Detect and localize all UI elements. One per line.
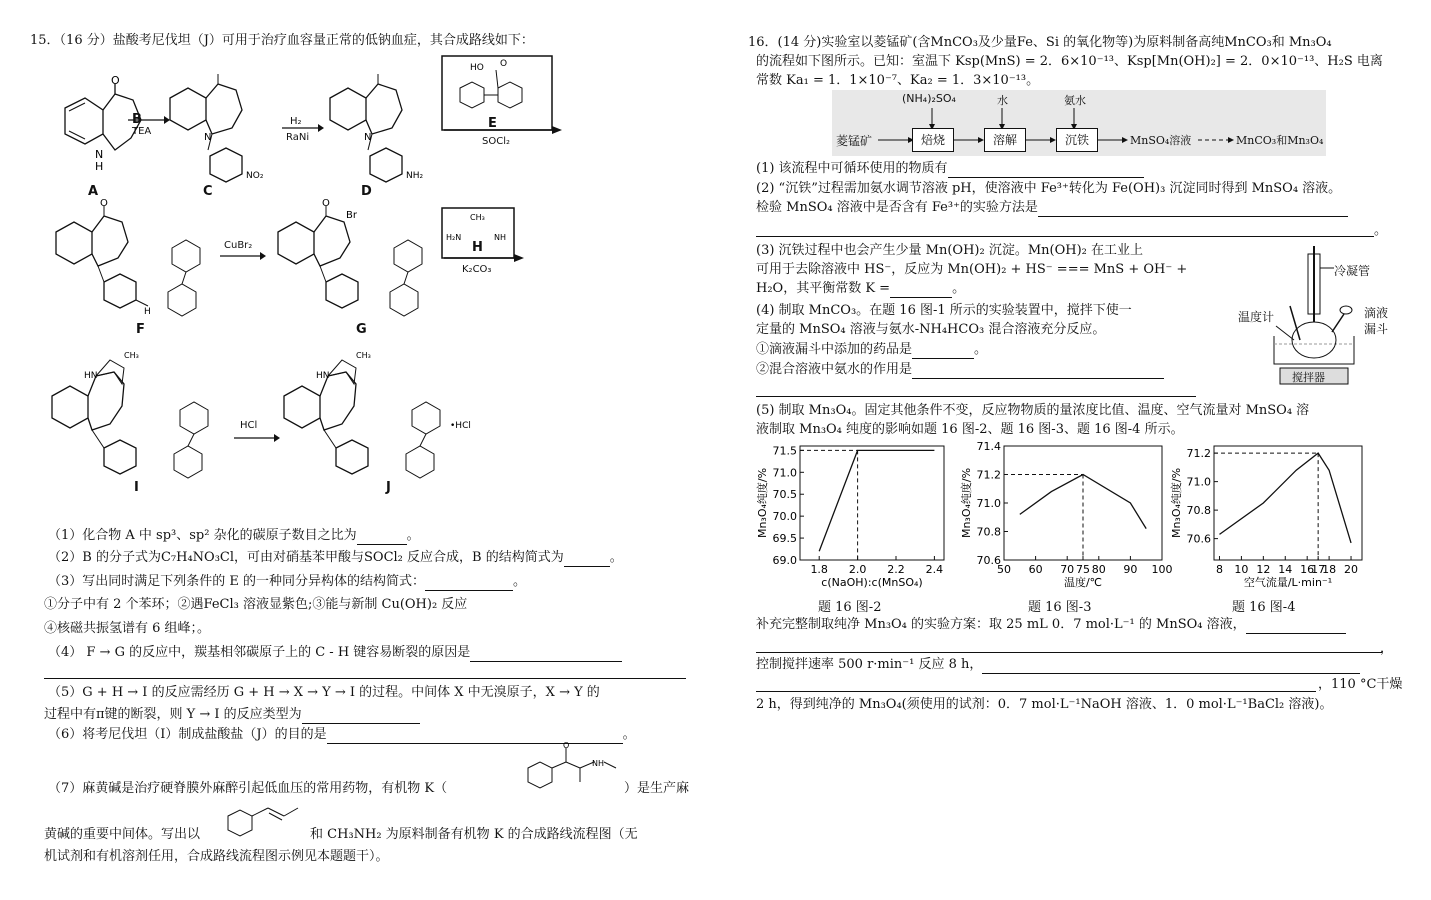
- svg-text:H: H: [144, 307, 151, 317]
- y-tick-label: 71.2: [1186, 447, 1211, 461]
- reagent-tea: TEA: [132, 126, 152, 137]
- reagent-socl2: SOCl₂: [482, 136, 510, 147]
- svg-text:CH₃: CH₃: [356, 351, 371, 360]
- answer-blank-15-1[interactable]: [357, 530, 407, 545]
- y-tick-label: 70.8: [1186, 504, 1211, 518]
- label-f: F: [136, 322, 145, 337]
- q15-4: （4） F → G 的反应中，羰基相邻碳原子上的 C - H 键容易断裂的原因是: [48, 644, 622, 662]
- q16-2a: (2) “沉铁”过程需加氨水调节溶液 pH，使溶液中 Fe³⁺转化为 Fe(OH)₃ 沉淀同时得到 MnSO₄ 溶液。: [756, 181, 1342, 196]
- chart-fig4: [1170, 440, 1370, 588]
- y-tick-label: 70.8: [976, 525, 1001, 539]
- answer-blank-15-2[interactable]: [564, 552, 610, 567]
- structure-i: [44, 344, 224, 500]
- svg-text:H: H: [95, 160, 104, 173]
- x-axis-label: c(NaOH):c(MnSO₄): [821, 576, 923, 589]
- answer-line-16-5-2[interactable]: [756, 651, 1382, 653]
- svg-text:•HCl: •HCl: [450, 421, 471, 431]
- q16-header2: 的流程如下图所示。已知：室温下 Ksp(MnS) = 2．6×10⁻¹³、Ksp[Mn(OH)₂] = 2．0×10⁻¹³、H₂S 电离: [756, 54, 1383, 69]
- chart-fig3: [960, 440, 1173, 589]
- q16-header1: 16．(14 分)实验室以菱锰矿(含MnCO₃及少量Fe、Si 的氧化物等)为原料制备高纯MnCO₃和 Mn₃O₄: [748, 35, 1332, 50]
- y-tick-label: 71.4: [976, 440, 1001, 453]
- answer-line-15-4b[interactable]: [44, 677, 686, 679]
- q16-3a: (3) 沉铁过程中也会产生少量 Mn(OH)₂ 沉淀。Mn(OH)₂ 在工业上: [756, 243, 1144, 258]
- comma-16-5: ，: [1380, 641, 1394, 656]
- svg-text:N: N: [204, 132, 212, 143]
- x-tick-label: 14: [1278, 563, 1293, 576]
- q16-header3: 常数 Ka₁ = 1．1×10⁻⁷、Ka₂ = 1．3×10⁻¹³。: [756, 73, 1040, 88]
- svg-text:NO₂: NO₂: [246, 171, 264, 181]
- plot-frame: [1214, 446, 1362, 560]
- y-tick-label: 71.0: [1186, 475, 1211, 489]
- x-axis-label: 空气流量/L·min⁻¹: [1243, 576, 1333, 589]
- svg-text:HN: HN: [84, 371, 98, 381]
- x-tick-label: 60: [1028, 563, 1043, 576]
- x-tick-label: 17: [1311, 563, 1326, 576]
- answer-blank-16-4-2[interactable]: [912, 364, 1164, 379]
- structure-g: [270, 196, 440, 336]
- y-axis-label: Mn₃O₄纯度/%: [1170, 467, 1183, 539]
- x-tick-label: 20: [1344, 563, 1359, 576]
- reagent-b: B: [132, 112, 142, 127]
- structure-k: [522, 742, 622, 798]
- y-tick-label: 71.2: [976, 468, 1001, 482]
- answer-blank-15-4[interactable]: [470, 647, 622, 662]
- flow-box-iron: 沉铁: [1056, 128, 1098, 152]
- apparatus-funnel1: 滴液: [1364, 306, 1389, 320]
- q15-7b-mid: 和 CH₃NH₂ 为原料制备有机物 K 的合成路线流程图（无: [310, 827, 638, 842]
- x-tick-label: 50: [997, 563, 1011, 576]
- q16-4d: ②混合溶液中氨水的作用是: [756, 361, 1164, 379]
- plot-frame: [800, 446, 944, 560]
- x-tick-label: 12: [1256, 563, 1271, 576]
- flow-start: 菱锰矿: [836, 134, 873, 148]
- caption-fig2: 题 16 图-2: [818, 600, 882, 615]
- q15-3-cond1: ①分子中有 2 个苯环；②遇FeCl₃ 溶液显紫色;③能与新制 Cu(OH)₂ 反应: [44, 597, 468, 612]
- x-tick-label: 1.8: [810, 563, 828, 576]
- answer-blank-16-4-1[interactable]: [912, 344, 974, 359]
- q15-7a-end: ）是生产麻: [624, 781, 690, 796]
- q15-3: （3）写出同时满足下列条件的 E 的一种同分异构体的结构简式： 。: [48, 574, 527, 589]
- svg-text:NH₂: NH₂: [406, 171, 424, 181]
- q15-header: 15．（16 分）盐酸考尼伐坦（J）可用于治疗血容量正常的低钠血症，其合成路线如下：: [30, 33, 534, 48]
- label-j: J: [386, 480, 391, 495]
- apparatus-funnel2: 漏斗: [1364, 322, 1389, 336]
- reagent-cubr2: CuBr₂: [224, 240, 253, 251]
- y-axis-label: Mn₃O₄纯度/%: [960, 467, 973, 539]
- y-tick-label: 69.5: [772, 532, 797, 546]
- atom-o: O: [111, 74, 120, 87]
- q16-1: (1) 该流程中可循环使用的物质有: [756, 160, 1144, 178]
- arrow-6: [232, 428, 282, 448]
- q15-5a: （5）G + H → I 的反应需经历 G + H → X → Y → I 的过程。中间体 X 中无溴原子，X → Y 的: [48, 685, 600, 700]
- answer-line-16-5-4[interactable]: [756, 690, 1316, 692]
- answer-line-16-2b[interactable]: [756, 235, 1374, 237]
- flow-reagent1: (NH₄)₂SO₄: [902, 92, 956, 105]
- q15-2: （2）B 的分子式为C₇H₄NO₃Cl，可由对硝基苯甲酸与SOCl₂ 反应合成，B 的结构简式为 。: [48, 550, 623, 565]
- q16-3b: 可用于去除溶液中 HS⁻，反应为 Mn(OH)₂ + HS⁻ === MnS + OH⁻ +: [756, 262, 1188, 277]
- x-tick-label: 10: [1234, 563, 1249, 576]
- series-line: [819, 450, 934, 551]
- caption-fig3: 题 16 图-3: [1028, 600, 1092, 615]
- q16-5a: (5) 制取 Mn₃O₄。固定其他条件不变，反应物物质的量浓度比值、温度、空气流量对 MnSO₄ 溶: [756, 403, 1310, 418]
- q15-7b: 黄碱的重要中间体。写出以: [44, 827, 201, 842]
- y-tick-label: 69.0: [772, 554, 797, 567]
- answer-blank-16-5-3[interactable]: [982, 659, 1360, 674]
- q15-3-cond2: ④核磁共振氢谱有 6 组峰；。: [44, 621, 211, 636]
- answer-blank-15-5[interactable]: [302, 709, 420, 724]
- structure-d: [320, 70, 450, 190]
- structure-f: [48, 196, 208, 336]
- q16-5f: 2 h，得到纯净的 Mn₃O₄(须使用的试剂：0．7 mol·L⁻¹NaOH 溶液、1．0 mol·L⁻¹BaCl₂ 溶液)。: [756, 697, 1333, 712]
- svg-text:H₂N: H₂N: [446, 233, 462, 242]
- x-tick-label: 80: [1091, 563, 1106, 576]
- flow-box-dissolve: 溶解: [984, 128, 1026, 152]
- label-h: H: [472, 240, 483, 255]
- series-line: [1219, 453, 1351, 543]
- x-tick-label: 75: [1076, 563, 1090, 576]
- reagent-rani: RaNi: [286, 132, 310, 143]
- flow-products: MnCO₃和Mn₃O₄: [1236, 134, 1324, 147]
- flow-solution: MnSO₄溶液: [1130, 134, 1192, 147]
- structure-c: [160, 70, 280, 190]
- q16-5d: 控制搅拌速率 500 r·min⁻¹ 反应 8 h，: [756, 656, 1360, 674]
- y-tick-label: 70.6: [1186, 532, 1211, 546]
- y-axis-label: Mn₃O₄纯度/%: [756, 467, 769, 539]
- q16-5c: 补充完整制取纯净 Mn₃O₄ 的实验方案：取 25 mL 0．7 mol·L⁻¹ 的 MnSO₄ 溶液，: [756, 616, 1346, 634]
- flow-reagent3: 氨水: [1064, 94, 1086, 107]
- answer-blank-16-3[interactable]: [890, 283, 952, 298]
- y-tick-label: 70.5: [772, 488, 797, 502]
- svg-text:CH₃: CH₃: [470, 213, 485, 222]
- period-16-2: 。: [1374, 223, 1388, 238]
- answer-blank-16-1[interactable]: [948, 163, 1144, 178]
- svg-text:CH₃: CH₃: [124, 351, 139, 360]
- x-tick-label: 90: [1123, 563, 1138, 576]
- q16-5b: 液制取 Mn₃O₄ 纯度的影响如题 16 图-2、题 16 图-3、题 16 图-4 所示。: [756, 422, 1184, 437]
- label-a: A: [88, 184, 99, 199]
- q15-7a: （7）麻黄碱是治疗硬脊膜外麻醉引起低血压的常用药物，有机物 K（: [48, 781, 448, 796]
- svg-text:O: O: [322, 198, 330, 209]
- q16-4b: 定量的 MnSO₄ 溶液与氨水-NH₄HCO₃ 混合溶液充分反应。: [756, 322, 1106, 337]
- q15-6: （6）将考尼伐坦（I）制成盐酸盐（J）的目的是 。: [48, 727, 636, 742]
- reagent-hcl: HCl: [240, 420, 258, 431]
- structure-j: [276, 344, 476, 500]
- y-tick-label: 70.0: [772, 510, 797, 524]
- q15-5b: 过程中有π键的断裂，则 Y → I 的反应类型为: [44, 706, 420, 724]
- x-tick-label: 8: [1215, 563, 1223, 576]
- apparatus-condenser: 冷凝管: [1334, 264, 1371, 278]
- answer-line-16-4b[interactable]: [756, 395, 1196, 397]
- label-i: I: [134, 480, 139, 495]
- apparatus-stirrer: 搅拌器: [1292, 371, 1325, 384]
- svg-text:O: O: [563, 741, 570, 750]
- q15-1: （1）化合物 A 中 sp³、sp² 杂化的碳原子数目之比为 。: [48, 528, 420, 543]
- q15-7c: 机试剂和有机溶剂任用，合成路线流程图示例见本题题干）。: [44, 849, 389, 864]
- answer-blank-16-5-1[interactable]: [1246, 619, 1346, 634]
- y-tick-label: 71.5: [772, 444, 797, 458]
- svg-text:N: N: [364, 132, 372, 143]
- y-tick-label: 71.0: [772, 466, 797, 480]
- svg-text:HN: HN: [316, 371, 330, 381]
- reagent-h2: H₂: [290, 116, 302, 127]
- svg-text:NH: NH: [592, 759, 604, 768]
- answer-blank-15-3[interactable]: [425, 576, 513, 591]
- svg-text:NH: NH: [494, 233, 506, 242]
- apparatus-thermometer: 温度计: [1238, 310, 1275, 324]
- label-d: D: [361, 184, 372, 199]
- q16-2b: 检验 MnSO₄ 溶液中是否含有 Fe³⁺的实验方法是: [756, 199, 1348, 217]
- chart-fig2: [756, 440, 952, 588]
- q16-4a: (4) 制取 MnCO₃。在题 16 图-1 所示的实验装置中，搅拌下使一: [756, 303, 1132, 318]
- x-axis-label: 温度/℃: [1063, 576, 1103, 589]
- flow-box-roast: 焙烧: [912, 128, 954, 152]
- y-tick-label: 70.6: [976, 554, 1001, 567]
- reagent-k2co3: K₂CO₃: [462, 264, 492, 275]
- x-tick-label: 2.4: [925, 563, 944, 576]
- label-e: E: [488, 116, 497, 131]
- svg-text:Br: Br: [346, 210, 357, 221]
- svg-text:O: O: [100, 198, 108, 209]
- x-tick-label: 18: [1322, 563, 1337, 576]
- x-tick-label: 70: [1060, 563, 1075, 576]
- answer-blank-16-2[interactable]: [1038, 202, 1348, 217]
- x-tick-label: 100: [1151, 563, 1173, 576]
- svg-text:N: N: [95, 148, 104, 161]
- label-g: G: [356, 322, 367, 337]
- caption-fig4: 题 16 图-4: [1232, 600, 1296, 615]
- y-tick-label: 71.0: [976, 497, 1001, 510]
- q16-3c: H₂O，其平衡常数 K = 。: [756, 281, 966, 296]
- svg-text:HO: HO: [470, 63, 484, 73]
- q16-4c: ①滴液漏斗中添加的药品是 。: [756, 342, 988, 357]
- label-c: C: [203, 184, 213, 199]
- structure-propenylbenzene: [222, 796, 312, 842]
- x-tick-label: 16: [1300, 563, 1315, 576]
- x-tick-label: 2.0: [848, 563, 867, 576]
- svg-text:O: O: [500, 59, 508, 69]
- x-tick-label: 2.2: [887, 563, 905, 576]
- q16-5e: ，110 °C干燥: [1318, 677, 1403, 692]
- flow-reagent2: 水: [997, 94, 1008, 107]
